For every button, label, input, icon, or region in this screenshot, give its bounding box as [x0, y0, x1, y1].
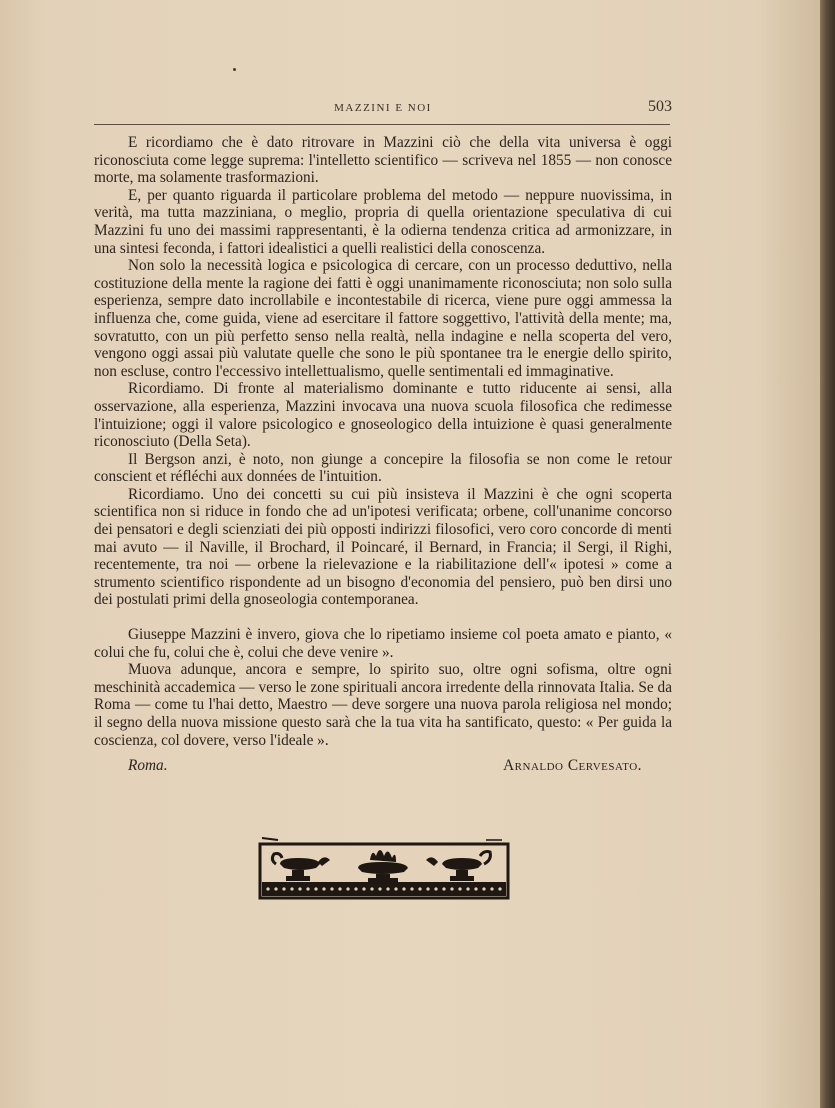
- oil-lamps-ornament-icon: [258, 834, 510, 910]
- paragraph: Muova adunque, ancora e sempre, lo spirito suo, oltre ogni sofisma, oltre ogni meschinità accademica — verso le zone spirituali ancora irredente della rinnovata Italia. Se da Roma — come tu l'hai detto, Maestro — deve sorgere una nuova parola religiosa nel mondo; il segno della nuova missione questo sarà che la tua vita ha santificato, questo: « Per guida la coscienza, col dovere, verso l'ideale ».: [94, 661, 672, 749]
- body-text: [94, 134, 672, 777]
- paragraph: Ricordiamo. Di fronte al materialismo dominante e tutto riducente ai sensi, alla osservazione, alla esperienza, Mazzini invocava una nuova scuola filosofica che redimesse l'intuizione; oggi il valore psicologico e gnoseologico della intuizione è quasi generalmente riconosciuto (Della Seta).: [94, 380, 672, 451]
- header-rule: [94, 124, 670, 125]
- paragraph: E ricordiamo che è dato ritrovare in Mazzini ciò che della vita universa è oggi riconosciuta come legge suprema: l'intelletto scientifico — scriveva nel 1855 — non conosce morte, ma solamente trasformazioni.: [94, 134, 672, 187]
- page-number: 503: [648, 98, 672, 115]
- book-binding-edge: [820, 0, 835, 1108]
- running-title: MAZZINI E NOI: [334, 102, 432, 114]
- paragraph: Non solo la necessità logica e psicologica di cercare, con un processo deduttivo, nella costituzione della mente la ragione dei fatti è oggi unanimamente riconosciuta; non solo sulla esperienza, sempre dato incrollabile e incontestabile di ricerca, viene pure oggi ammessa la influenza che, come guida, viene ad esercitare il fattore soggettivo, l'attività della mente; ma, sovratutto, con un più perfetto senso nella realtà, nella indagine e nella scoperta del vero, vengono oggi assai più valutate quelle che sono le più spontanee tra le energie dello spirito, non escluse, contro l'eccessivo intellettualismo, quelle sentimentali ed immaginative.: [94, 257, 672, 380]
- signature: [94, 757, 672, 777]
- paragraph: Il Bergson anzi, è noto, non giunge a concepire la filosofia se non come le retour conscient et réfléchi aux données de l'intuition.: [94, 450, 672, 486]
- signature-author: Arnaldo Cervesato.: [503, 757, 642, 775]
- ink-speck: [233, 68, 236, 71]
- signature-place: Roma.: [128, 757, 168, 775]
- paragraph: E, per quanto riguarda il particolare problema del metodo — neppure nuovissima, in verità, ma tutta mazziniana, o meglio, propria di quella orientazione speculativa di cui Mazzini fu uno dei massimi rappresentanti, è la odierna tendenza critica ad armonizzare, in una sintesi feconda, i fattori idealistici a quelli realistici della conoscenza.: [94, 186, 672, 257]
- paragraph: Giuseppe Mazzini è invero, giova che lo ripetiamo insieme col poeta amato e pianto, « colui che fu, colui che è, colui che deve venire ».: [94, 626, 672, 661]
- paragraph: Ricordiamo. Uno dei concetti su cui più insisteva il Mazzini è che ogni scoperta scientifica non si riduce in fondo che ad un'ipotesi verificata; orbene, coll'unanime concorso dei pensatori e degli scienziati dei più opposti indirizzi filosofici, vero coro concorde di menti mai avuto — il Naville, il Brochard, il Poincaré, il Bernard, in Francia; il Sergi, il Righi, recentemente, tra noi — orbene la rielevazione e la riabilitazione dell'« ipotesi » come a strumento scientifico rispondente ad un bisogno d'economia del pensiero, può ben dirsi uno dei postulati primi della gnoseologia contemporanea.: [94, 485, 672, 609]
- page-header: [94, 100, 672, 122]
